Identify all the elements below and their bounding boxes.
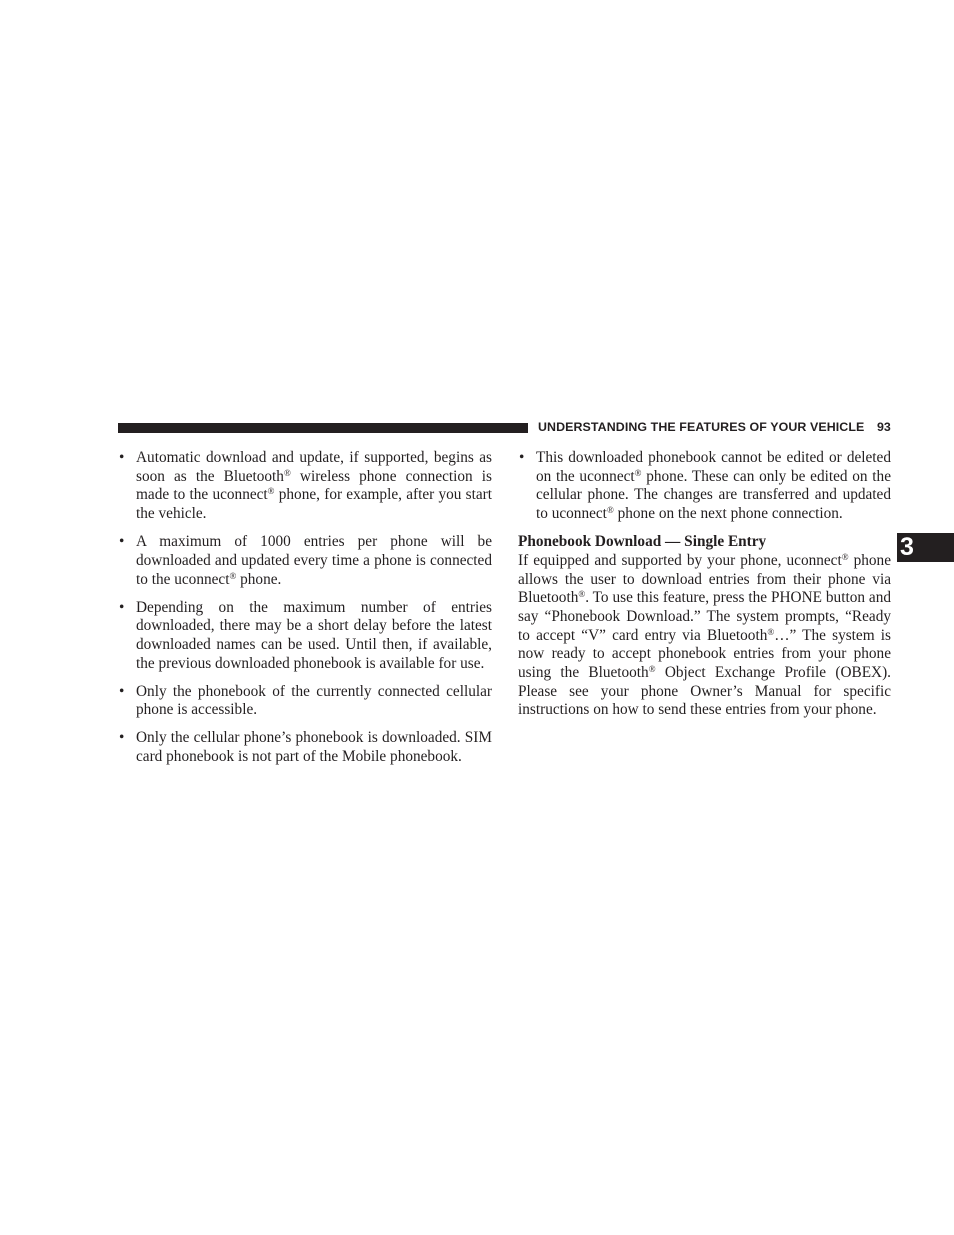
registered-mark: ® bbox=[634, 467, 642, 478]
bullet-icon: • bbox=[119, 729, 125, 747]
page-number: 93 bbox=[877, 420, 891, 434]
right-bullet-list bbox=[518, 449, 891, 524]
text-run: This downloaded phonebook cannot be edited or deleted on the uconnect bbox=[536, 449, 891, 485]
registered-mark: ® bbox=[283, 467, 291, 478]
registered-mark: ® bbox=[267, 486, 275, 497]
right-column bbox=[518, 449, 891, 720]
text-run: phone allows the user to download entries from their phone via Bluetooth bbox=[518, 551, 891, 607]
text-run: If equipped and supported by your phone, uconnect bbox=[518, 551, 842, 569]
header-rule bbox=[118, 423, 528, 433]
text-run: Automatic download and update, if supported, begins as soon as the Bluetooth bbox=[136, 449, 492, 485]
left-column bbox=[118, 449, 492, 776]
registered-mark: ® bbox=[767, 626, 775, 637]
bullet-icon: • bbox=[519, 449, 525, 466]
bullet-icon: • bbox=[119, 533, 125, 551]
registered-mark: ® bbox=[578, 589, 586, 600]
text-run: wireless phone connection is made to the uconnect bbox=[136, 467, 492, 504]
bullet-item bbox=[118, 683, 492, 720]
bullet-icon: • bbox=[119, 598, 125, 616]
registered-mark: ® bbox=[229, 570, 237, 581]
text-run: . To use this feature, press the PHONE button and say “Phonebook Download.” The system prompts, “Ready to accept “V” card entry via Bluetooth bbox=[518, 589, 891, 644]
bullet-item bbox=[518, 449, 891, 524]
text-run: …” The system is now ready to accept phonebook entries from your phone using the Bluetooth bbox=[518, 626, 891, 682]
text-run: Depending on the maximum number of entries downloaded, there may be a short delay before the latest downloaded names can be used. Until then, if available, the previous downloaded phonebook is available for use. bbox=[136, 598, 492, 672]
bullet-icon: • bbox=[119, 449, 125, 466]
left-bullet-list bbox=[118, 449, 492, 767]
text-run: Only the phonebook of the currently connected cellular phone is accessible. bbox=[136, 682, 492, 719]
text-run: A maximum of 1000 entries per phone will be downloaded and updated every time a phone is connected to the uconnect bbox=[136, 533, 492, 588]
running-header-title: UNDERSTANDING THE FEATURES OF YOUR VEHICLE bbox=[538, 420, 865, 434]
section-body bbox=[518, 552, 891, 720]
text-run: Object Exchange Profile (OBEX). Please see your phone Owner’s Manual for specific instructions on how to send these entries from your phone. bbox=[518, 664, 891, 719]
registered-mark: ® bbox=[606, 505, 614, 516]
chapter-number: 3 bbox=[900, 533, 914, 561]
bullet-item bbox=[118, 449, 492, 524]
bullet-item bbox=[118, 599, 492, 674]
registered-mark: ® bbox=[648, 664, 656, 675]
section-heading: Phonebook Download — Single Entry bbox=[518, 533, 767, 551]
bullet-icon: • bbox=[119, 682, 125, 700]
text-run: phone on the next phone connection. bbox=[613, 505, 843, 523]
bullet-item bbox=[118, 533, 492, 589]
bullet-item bbox=[118, 729, 492, 766]
text-run: phone, for example, after you start the vehicle. bbox=[136, 486, 492, 523]
text-run: phone. bbox=[236, 570, 282, 588]
text-run: Only the cellular phone’s phonebook is downloaded. SIM card phonebook is not part of the Mobile phonebook. bbox=[136, 729, 492, 766]
text-run: phone. These can only be edited on the cellular phone. The changes are transferred and updated to uconnect bbox=[536, 467, 891, 523]
registered-mark: ® bbox=[841, 551, 849, 562]
